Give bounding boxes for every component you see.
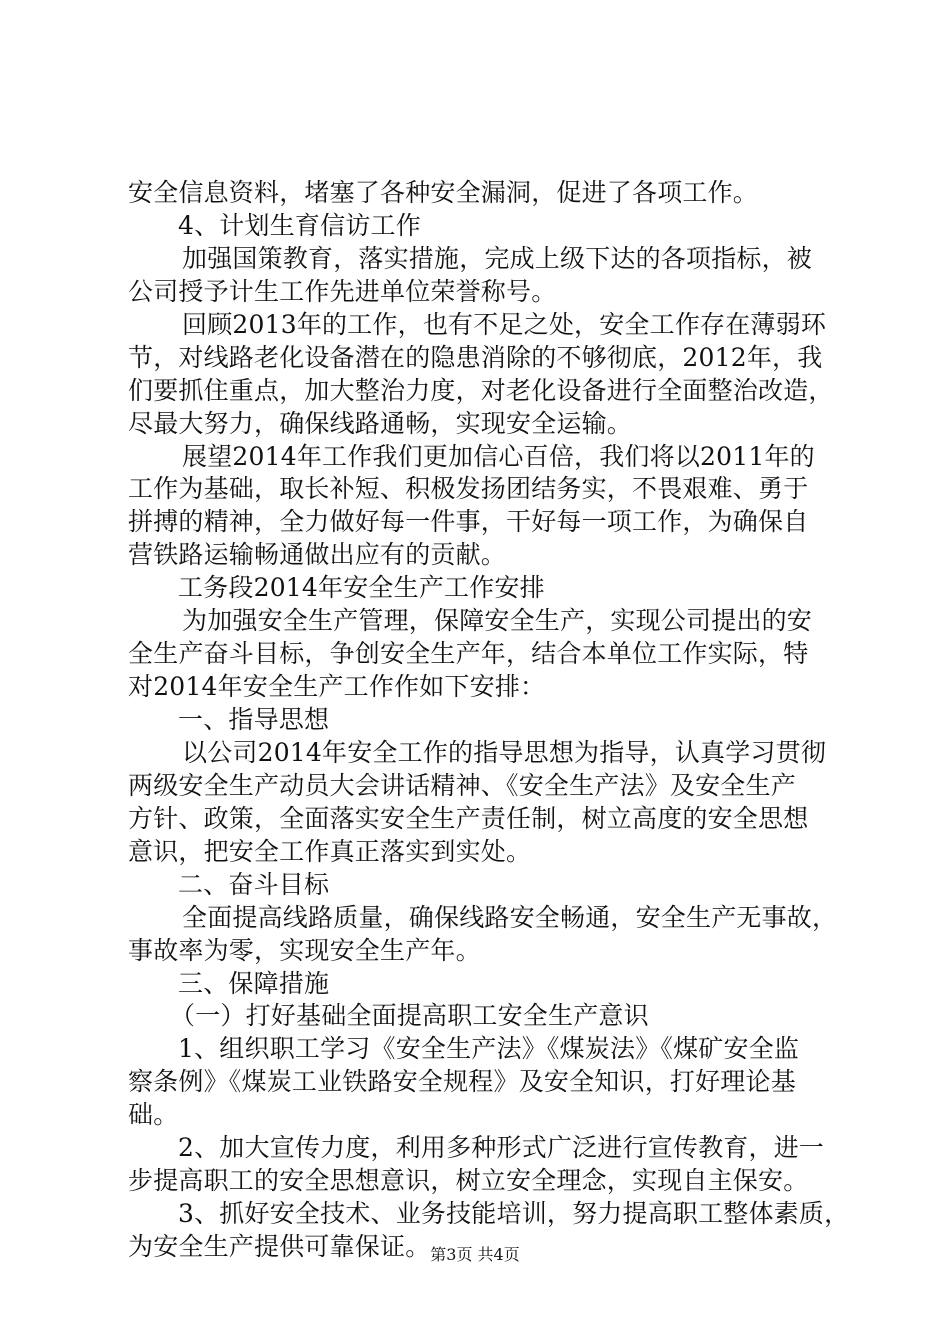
text-line-9: 展望2014年工作我们更加信心百倍，我们将以2011年的 bbox=[182, 441, 815, 471]
text-line-18: 以公司2014年安全工作的指导思想为指导，认真学习贯彻 bbox=[182, 737, 827, 767]
text-line-21: 意识，把安全工作真正落实到实处。 bbox=[128, 836, 532, 866]
text-line-19: 两级安全生产动员大会讲话精神、《安全生产法》及安全生产 bbox=[128, 770, 796, 800]
text-line-32: 3、抓好安全技术、业务技能培训，努力提高职工整体素质， bbox=[178, 1199, 850, 1229]
text-line-30: 2、加大宣传力度，利用多种形式广泛进行宣传教育，进一 bbox=[178, 1133, 825, 1163]
text-line-12: 营铁路运输畅通做出应有的贡献。 bbox=[128, 540, 507, 570]
text-line-8: 尽最大努力，确保线路通畅，实现安全运输。 bbox=[128, 408, 633, 438]
text-line-26: （一）打好基础全面提高职工安全生产意识 bbox=[170, 1001, 649, 1031]
text-line-28: 察条例》《煤炭工业铁路安全规程》及安全知识，打好理论基 bbox=[128, 1067, 796, 1097]
text-line-22: 二、奋斗目标 bbox=[178, 869, 330, 899]
text-line-25: 三、保障措施 bbox=[178, 968, 330, 998]
text-line-7: 们要抓住重点，加大整治力度，对老化设备进行全面整治改造， bbox=[128, 375, 834, 405]
text-line-11: 拼搏的精神，全力做好每一件事，干好每一项工作，为确保自 bbox=[128, 507, 809, 537]
text-line-14: 为加强安全生产管理，保障安全生产，实现公司提出的安 bbox=[182, 606, 813, 636]
text-line-23: 全面提高线路质量，确保线路安全畅通，安全生产无事故， bbox=[182, 902, 838, 932]
text-line-1: 安全信息资料，堵塞了各种安全漏洞，促进了各项工作。 bbox=[128, 178, 759, 207]
text-line-31: 步提高职工的安全思想意识，树立安全理念，实现自主保安。 bbox=[128, 1166, 809, 1196]
text-line-20: 方针、政策，全面落实安全生产责任制，树立高度的安全思想 bbox=[128, 803, 809, 833]
text-line-15: 全生产奋斗目标，争创安全生产年，结合本单位工作实际，特 bbox=[128, 639, 809, 669]
page-footer: 第3页 共4页 bbox=[430, 1245, 520, 1264]
text-line-16: 对2014年安全生产工作作如下安排： bbox=[128, 672, 546, 702]
text-line-2: 4、计划生育信访工作 bbox=[178, 210, 421, 240]
text-line-5: 回顾2013年的工作，也有不足之处，安全工作存在薄弱环 bbox=[182, 309, 827, 339]
text-line-3: 加强国策教育，落实措施，完成上级下达的各项指标，被 bbox=[182, 243, 813, 273]
text-line-24: 事故率为零，实现安全生产年。 bbox=[128, 935, 481, 965]
text-line-4: 公司授予计生工作先进单位荣誉称号。 bbox=[128, 276, 557, 306]
text-line-27: 1、组织职工学习《安全生产法》《煤炭法》《煤矿安全监 bbox=[178, 1034, 800, 1064]
text-line-29: 础。 bbox=[128, 1100, 179, 1130]
text-line-6: 节，对线路老化设备潜在的隐患消除的不够彻底，2012年，我 bbox=[128, 342, 823, 372]
text-line-10: 工作为基础，取长补短、积极发扬团结务实，不畏艰难、勇于 bbox=[128, 474, 809, 504]
text-line-33: 为安全生产提供可靠保证。 bbox=[128, 1232, 431, 1261]
text-line-17: 一、指导思想 bbox=[178, 705, 330, 734]
text-line-13: 工务段2014年安全生产工作安排 bbox=[178, 573, 545, 603]
